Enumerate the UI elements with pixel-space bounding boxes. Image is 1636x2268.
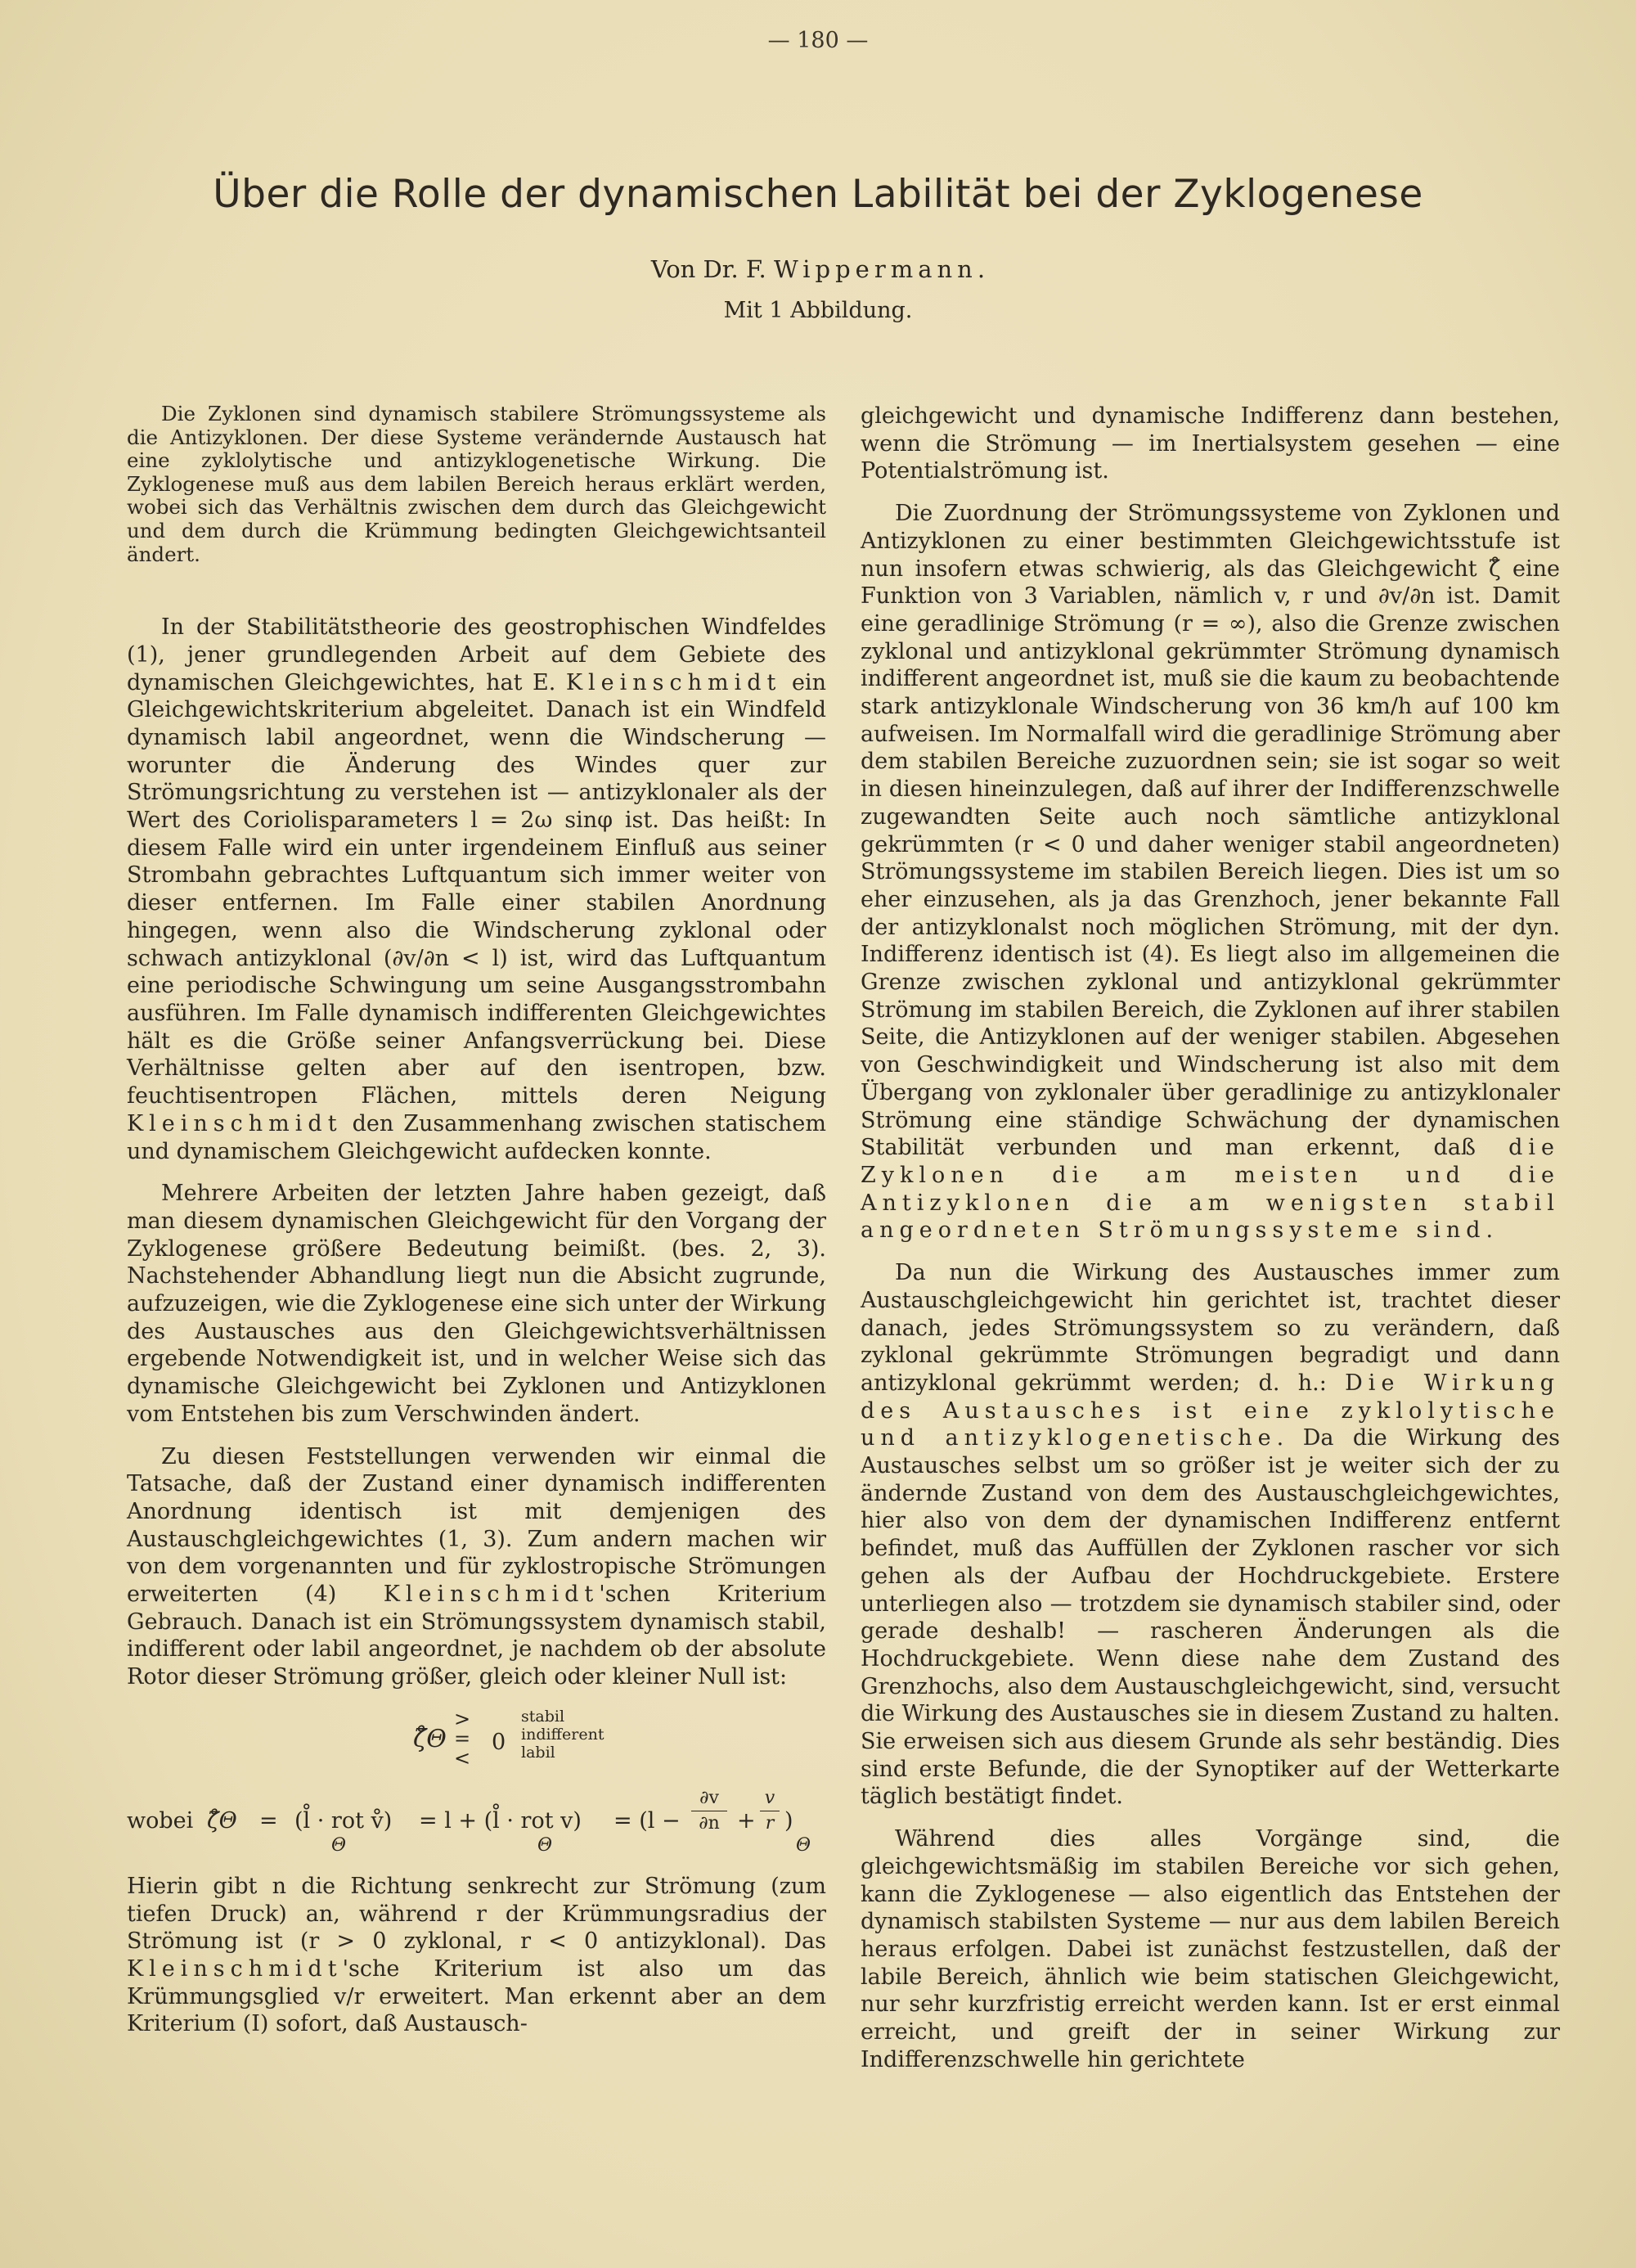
text-span: Da nun die Wirkung des Austausches immer zum Austauschgleichgewicht hin gerichtet ist, trachtet dieser danach, jedes Strömungssystem so zu verändern, daß zyklonal gekrümmte Strömungen begradigt und dann antizyklonal gekrümmt werden; d. h.:	[861, 1260, 1560, 1396]
formula-term-1: (l̊ · rot v̊)	[294, 1807, 393, 1834]
text-span: .	[1485, 1217, 1494, 1244]
rotor-formula	[127, 1786, 826, 1861]
author-reference: Kleinschmidt	[565, 669, 782, 695]
text-span: den Zusammenhang zwischen statischem und dynamischem Gleichgewicht aufdecken konnte.	[127, 1110, 826, 1164]
formula-close: )	[784, 1807, 793, 1834]
text-span: 'sche Kriterium ist also um das Krümmungsglied v/r erweitert. Man erkennt aber an dem Kriterium (I) sofort, daß Austausch-	[127, 1955, 826, 2037]
left-paragraph-1	[127, 614, 826, 1165]
left-paragraph-2: Mehrere Arbeiten der letzten Jahre haben gezeigt, daß man diesem dynamischen Gleichgewicht für den Vorgang der Zyklogenese größere Bedeutung beimißt. (bes. 2, 3). Nachstehender Abhandlung liegt nun die Absicht zugrunde, aufzuzeigen, wie die Zyklogenese eine sich unter der Wirkung des Austausches aus den Gleichgewichtsverhältnissen ergebende Notwendigkeit ist, und in welcher Weise sich das dynamische Gleichgewicht bei Zyklonen und Antizyklonen vom Entstehen bis zum Verschwinden ändert.	[127, 1181, 826, 1427]
abstract: Die Zyklonen sind dynamisch stabilere Strömungssysteme als die Antizyklonen. Der diese Systeme verändernde Austausch hat eine zyklolytische und antizyklogenetische Wirkung. Die Zyklogenese muß aus dem labilen Bereich heraus erklärt werden, wobei sich das Verhältnis zwischen dem durch das Gleichgewicht und dem durch die Krümmung bedingten Gleichgewichtsanteil ändert.	[127, 402, 826, 566]
emphasis-statement: Die Wirkung des Austausches ist eine zyklolytische und antizyklogenetische	[861, 1370, 1560, 1451]
formula-wobei: wobei	[127, 1807, 194, 1834]
formula-theta: Θ	[331, 1834, 347, 1856]
text-span: Hierin gibt n die Richtung senkrecht zur Strömung (zum tiefen Druck) an, während r der Krümmungsradius der Strömung ist (r > 0 zyklonal, r < 0 antizyklonal). Das	[127, 1873, 826, 1955]
formula-zeta: ζ̊Θ	[413, 1724, 447, 1753]
text-span: In der Stabilitätstheorie des geostrophischen Windfeldes (1), jener grundlegenden Arbeit auf dem Gebiete des dynamischen Gleichgewichtes, hat E.	[127, 614, 826, 695]
text-span: . Da die Wirkung des Austausches selbst um so größer ist je weiter sich der zu ändernde Zustand von dem des Austauschgleichgewichtes, hier also von dem der dynamischen Indifferenz entfernt befindet, muß das Auffüllen der Zyklonen rascher vor sich gehen als der Aufbau der Hochdruckgebiete. Erstere unterliegen also — trotzdem sie dynamisch stabiler sind, oder gerade deshalb! — rascheren Änderungen als die Hochdruckgebiete. Wenn diese nahe dem Zustand des Grenzhochs, also dem Austauschgleichgewicht, sind, versucht die Wirkung des Austausches sie in diesem Zustand zu halten. Sie erweisen sich aus diesem Grunde als sehr beständig. Dies sind erste Befunde, die der Synoptiker auf der Wetterkarte täglich bestätigt findet.	[861, 1425, 1560, 1810]
right-paragraph-2	[861, 1259, 1560, 1811]
formula-term-2: = l + (l̊ · rot v)	[419, 1807, 582, 1834]
fraction-numerator: v	[760, 1786, 780, 1811]
page-number: — 180 —	[767, 28, 869, 53]
formula-zeta: ζ̊Θ	[207, 1807, 237, 1834]
fraction-denominator: r	[765, 1812, 775, 1834]
left-column	[127, 403, 826, 2053]
text-span: 'schen Kriterium Gebrauch. Danach ist ein Strömungssystem dynamisch stabil, indifferent oder labil angeordnet, je nachdem ob der absolute Rotor dieser Strömung größer, gleich oder kleiner Null ist:	[127, 1582, 826, 1690]
figures-note: Mit 1 Abbildung.	[723, 298, 913, 323]
formula-fraction-v-r	[760, 1786, 780, 1836]
relation-less: <	[454, 1746, 471, 1770]
text-span: Die Zuordnung der Strömungssysteme von Zyklonen und Antizyklonen zu einer bestimmten Gleichgewichtsstufe ist nun insofern etwas schwierig, als das Gleichgewicht ζ̊ eine Funktion von 3 Variablen, nämlich v, r und ∂v/∂n ist. Damit eine geradlinige Strömung (r = ∞), also die Grenze zwischen zyklonal und antizyklonal gekrümmter Strömung dynamisch indifferent angeordnet ist, muß sie die kaum zu beobachtende stark antizyklonale Windscherung von 36 km/h auf 100 km aufweisen. Im Normalfall wird die geradlinige Strömung aber dem stabilen Bereiche zuzuordnen sein; sie ist sogar so weit in diesen hineinzulegen, daß auf ihrer der Indifferenzschwelle zugewandten Seite auch noch sämtliche antizyklonal gekrümmten (r < 0 und daher weniger stabil angeordneten) Strömungssysteme im stabilen Bereich liegen. Dies ist um so eher einzusehen, als ja das Grenzhoch, jener bekannte Fall der antizyklonalst noch möglichen Strömung, mit der dyn. Indifferenz identisch ist (4). Es liegt also im allgemeinen die Grenze zwischen zyklonal und antizyklonal gekrümmter Strömung im stabilen Bereich, die Zyklonen auf ihrer stabilen Seite, die Antizyklonen auf der weniger stabilen. Abgesehen von Geschwindigkeit und Windscherung ist also mit dem Übergang von zyklonaler über geradlinige zu antizyklonaler Strömung eine ständige Schwächung der dynamischen Stabilität verbunden und man erkennt, daß	[861, 501, 1560, 1161]
article-title: Über die Rolle der dynamischen Labilität bei der Zyklogenese	[213, 172, 1423, 217]
right-paragraph-1	[861, 500, 1560, 1244]
formula-theta: Θ	[537, 1834, 553, 1856]
fraction-denominator: ∂n	[699, 1812, 720, 1834]
label-indifferent: indifferent	[521, 1725, 605, 1744]
author-prefix: Von Dr. F.	[650, 255, 766, 283]
left-paragraph-3	[127, 1443, 826, 1691]
formula-relations	[454, 1709, 470, 1768]
left-paragraph-4	[127, 1873, 826, 2038]
formula-zero: 0	[492, 1729, 506, 1755]
formula-fraction-dv-dn	[691, 1786, 727, 1836]
relation-greater: >	[454, 1707, 471, 1730]
right-column	[861, 403, 1560, 2088]
author-reference: Kleinschmidt	[127, 1110, 343, 1136]
formula-term-3: = (l −	[614, 1807, 681, 1834]
text-span: Zu diesen Feststellungen verwenden wir einmal die Tatsache, daß der Zustand einer dynamisch indifferenten Anordnung identisch ist mit demjenigen des Austauschgleichgewichtes (1, 3). Zum andern machen wir von dem vorgenannten und für zyklostropische Strömungen erweiterten (4)	[127, 1443, 826, 1608]
label-labil: labil	[521, 1743, 555, 1762]
label-stabil: stabil	[521, 1707, 565, 1726]
fraction-numerator: ∂v	[691, 1786, 727, 1811]
text-span: ein Gleichgewichtskriterium abgeleitet. Danach ist ein Windfeld dynamisch labil angeordnet, wenn die Windscherung — worunter die Änderung des Windes quer zur Strömungsrichtung zu verstehen ist — antizyklonaler als der Wert des Coriolisparameters l = 2ω sinφ ist. Das heißt: In diesem Falle wird ein unter irgendeinem Einfluß aus seiner Strombahn gebrachtes Luftquantum sich immer weiter von dieser entfernen. Im Falle einer stabilen Anordnung hingegen, wenn also die Windscherung zyklonal oder schwach antizyklonal (∂v/∂n < l) ist, wird das Luftquantum eine periodische Schwingung um seine Ausgangsstrombahn ausführen. Im Falle dynamisch indifferenten Gleichgewichtes hält es die Größe seiner Anfangsverrückung bei. Diese Verhältnisse gelten aber auf den isentropen, bzw. feuchtisentropen Flächen, mittels deren Neigung	[127, 669, 826, 1109]
stability-criterion-formula	[127, 1706, 826, 1781]
formula-equals: =	[259, 1807, 278, 1834]
right-paragraph-3: Während dies alles Vorgänge sind, die gleichgewichtsmäßig im stabilen Bereiche vor sich gehen, kann die Zyklogenese — also eigentlich das Entstehen der dynamisch stabilsten Systeme — nur aus dem labilen Bereich heraus erfolgen. Dabei ist zunächst festzustellen, daß der labile Bereich, ähnlich wie beim statischen Gleichgewicht, nur sehr kurzfristig erreicht werden kann. Ist er erst einmal erreicht, und greift der in seiner Wirkung zur Indifferenzschwelle hin gerichtete	[861, 1826, 1560, 2072]
relation-equal: =	[454, 1726, 471, 1750]
emphasis-statement: die Zyklonen die am meisten und die Antizyklonen die am wenigsten stabil angeordneten Strömungssysteme sind	[861, 1135, 1560, 1244]
right-paragraph-0: gleichgewicht und dynamische Indifferenz dann bestehen, wenn die Strömung — im Inertialsystem gesehen — eine Potentialströmung ist.	[861, 403, 1560, 484]
author-reference: Kleinschmidt	[383, 1582, 600, 1608]
author-line	[0, 255, 1636, 283]
author-reference: Kleinschmidt	[127, 1955, 343, 1982]
author-name: Wippermann	[773, 255, 978, 283]
formula-theta: Θ	[796, 1834, 811, 1856]
formula-labels	[521, 1708, 605, 1762]
author-suffix: .	[977, 255, 986, 283]
formula-plus: +	[737, 1807, 756, 1834]
